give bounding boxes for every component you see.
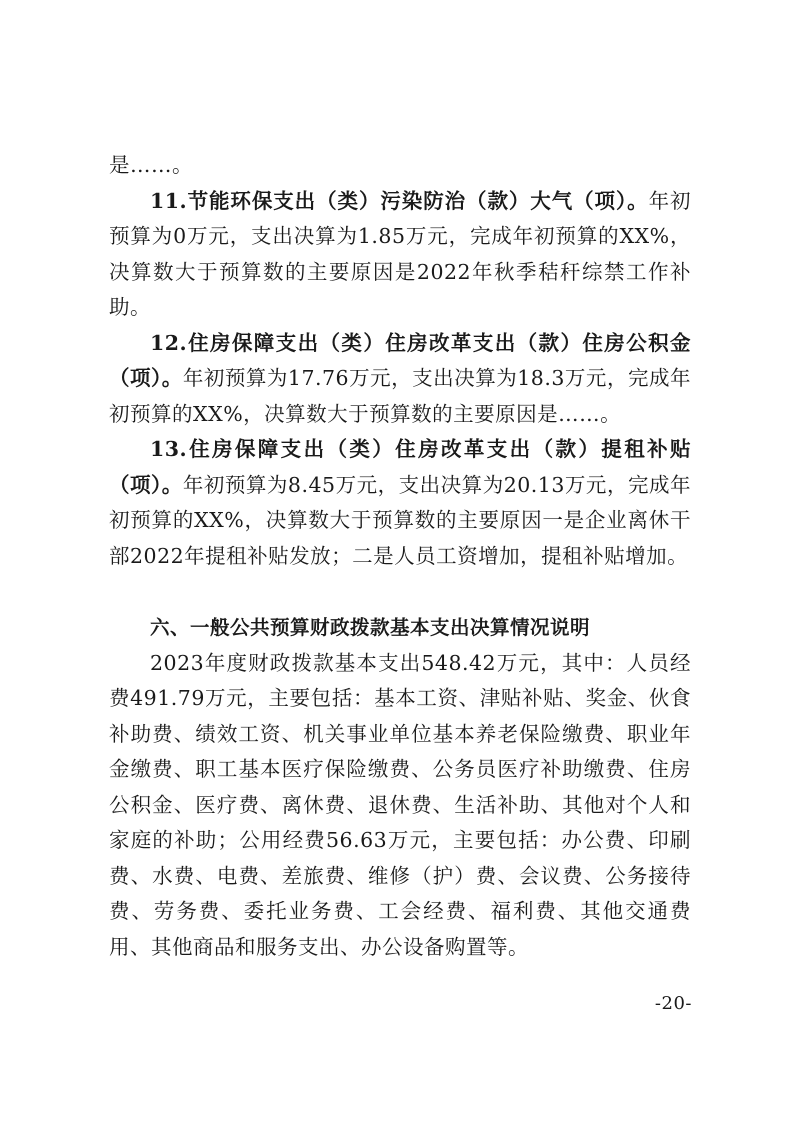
item-11 <box>109 184 691 326</box>
item-11-title: 11.节能环保支出（类）污染防治（款）大气（项）。 <box>150 188 649 213</box>
item-13 <box>109 432 691 574</box>
item-12 <box>109 326 691 433</box>
item-13-body: 年初预算为8.45万元，支出决算为20.13万元，完成年初预算的XX%，决算数大于预算数的主要原因一是企业离休干部2022年提租补贴发放；二是人员工资增加，提租补贴增加。 <box>109 472 691 568</box>
paragraph-continuation: 是……。 <box>109 153 193 177</box>
document-body <box>109 148 691 965</box>
section-spacer <box>109 574 691 610</box>
item-11-body: 年初预算为0万元，支出决算为1.85万元，完成年初预算的XX%，决算数大于预算数的主要原因是2022年秋季秸秆综禁工作补助。 <box>109 188 691 319</box>
section-6-heading: 六、一般公共预算财政拨款基本支出决算情况说明 <box>150 616 591 639</box>
item-12-body: 年初预算为17.76万元，支出决算为18.3万元，完成年初预算的XX%，决算数大于预算数的主要原因是……。 <box>109 366 691 426</box>
section-6-body: 2023年度财政拨款基本支出548.42万元，其中：人员经费491.79万元，主要包括：基本工资、津贴补贴、奖金、伙食补助费、绩效工资、机关事业单位基本养老保险缴费、职业年金缴费、职工基本医疗保险缴费、公务员医疗补助缴费、住房公积金、医疗费、离休费、退休费、生活补助、其他对个人和家庭的补助；公用经费56.63万元，主要包括：办公费、印刷费、水费、电费、差旅费、维修（护）费、会议费、公务接待费、劳务费、委托业务费、工会经费、福利费、其他交通费用、其他商品和服务支出、办公设备购置等。 <box>109 650 691 959</box>
item-13-title: 13.住房保障支出（类）住房改革支出（款）提租补贴（项）。 <box>109 437 691 497</box>
item-12-title: 12.住房保障支出（类）住房改革支出（款）住房公积金（项）。 <box>109 330 691 390</box>
page-number: -20- <box>654 993 692 1014</box>
